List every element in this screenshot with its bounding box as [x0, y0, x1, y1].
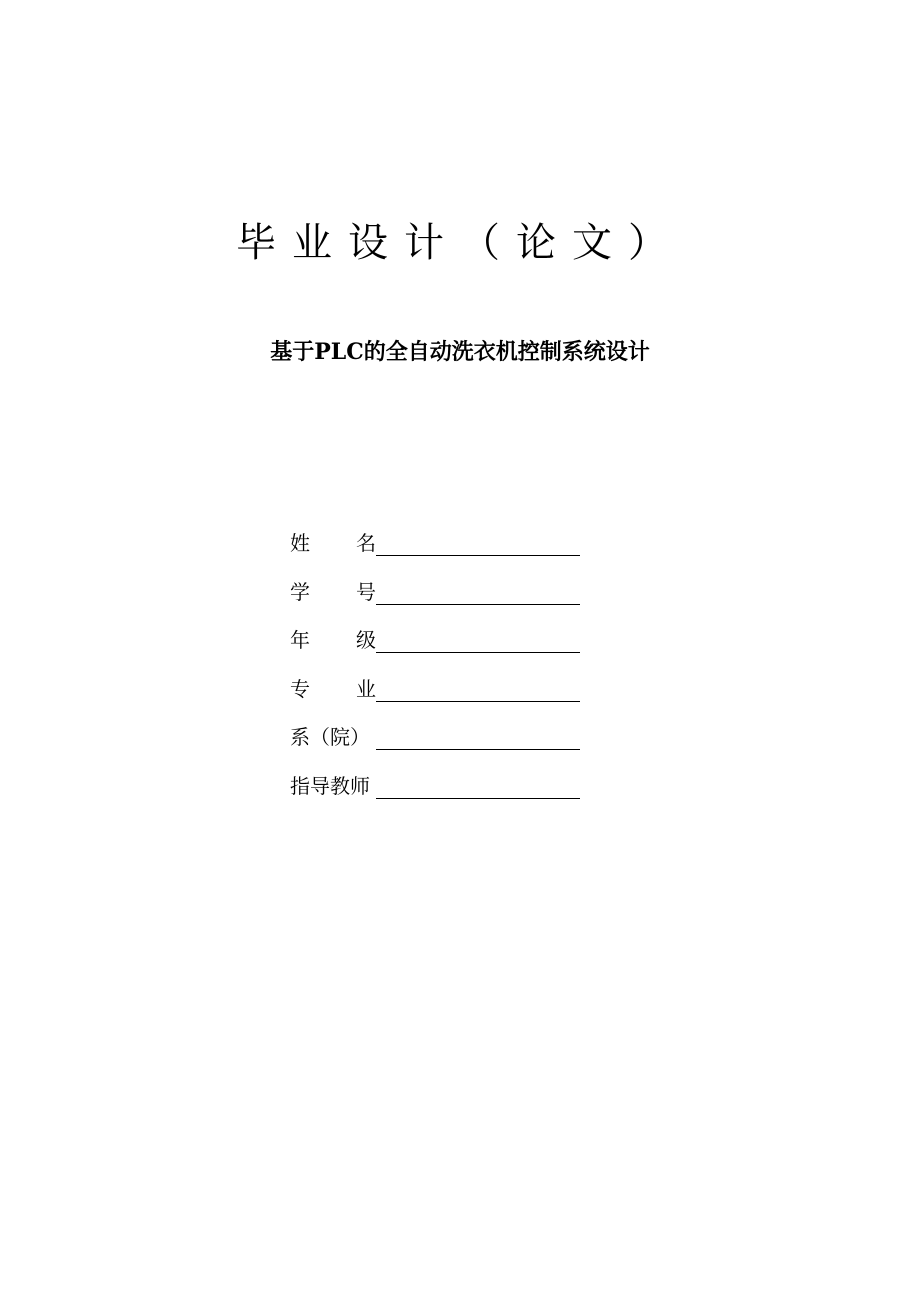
name-label-char-2: 名 — [356, 531, 376, 555]
grade-label-char-1: 年 — [290, 628, 310, 652]
student-id-label-char-2: 号 — [356, 579, 376, 604]
major-field[interactable] — [376, 674, 580, 702]
name-row — [290, 528, 590, 577]
major-label-char-1: 专 — [290, 676, 310, 701]
student-id-field[interactable] — [376, 577, 580, 605]
advisor-field[interactable] — [376, 771, 580, 799]
thesis-topic: 基于PLC的全自动洗衣机控制系统设计 — [270, 339, 650, 365]
department-row — [290, 722, 590, 771]
grade-field[interactable] — [376, 625, 580, 653]
major-label-char-2: 业 — [356, 676, 376, 701]
department-field[interactable] — [376, 722, 580, 750]
department-label — [290, 722, 376, 752]
name-label — [290, 528, 376, 558]
grade-row — [290, 625, 590, 674]
advisor-label — [290, 771, 376, 801]
student-info-form — [290, 528, 590, 819]
advisor-row — [290, 771, 590, 820]
advisor-label-text: 指导教师 — [290, 773, 370, 798]
student-id-label-char-1: 学 — [290, 579, 310, 604]
name-field[interactable] — [376, 528, 580, 556]
grade-label — [290, 625, 376, 655]
name-label-char-1: 姓 — [290, 531, 310, 555]
department-label-text: 系（院） — [290, 725, 370, 749]
major-row — [290, 674, 590, 723]
grade-label-char-2: 级 — [356, 628, 376, 652]
student-id-label — [290, 577, 376, 607]
major-label — [290, 674, 376, 704]
student-id-row — [290, 577, 590, 626]
document-title: 毕业设计（论文） — [236, 220, 684, 266]
